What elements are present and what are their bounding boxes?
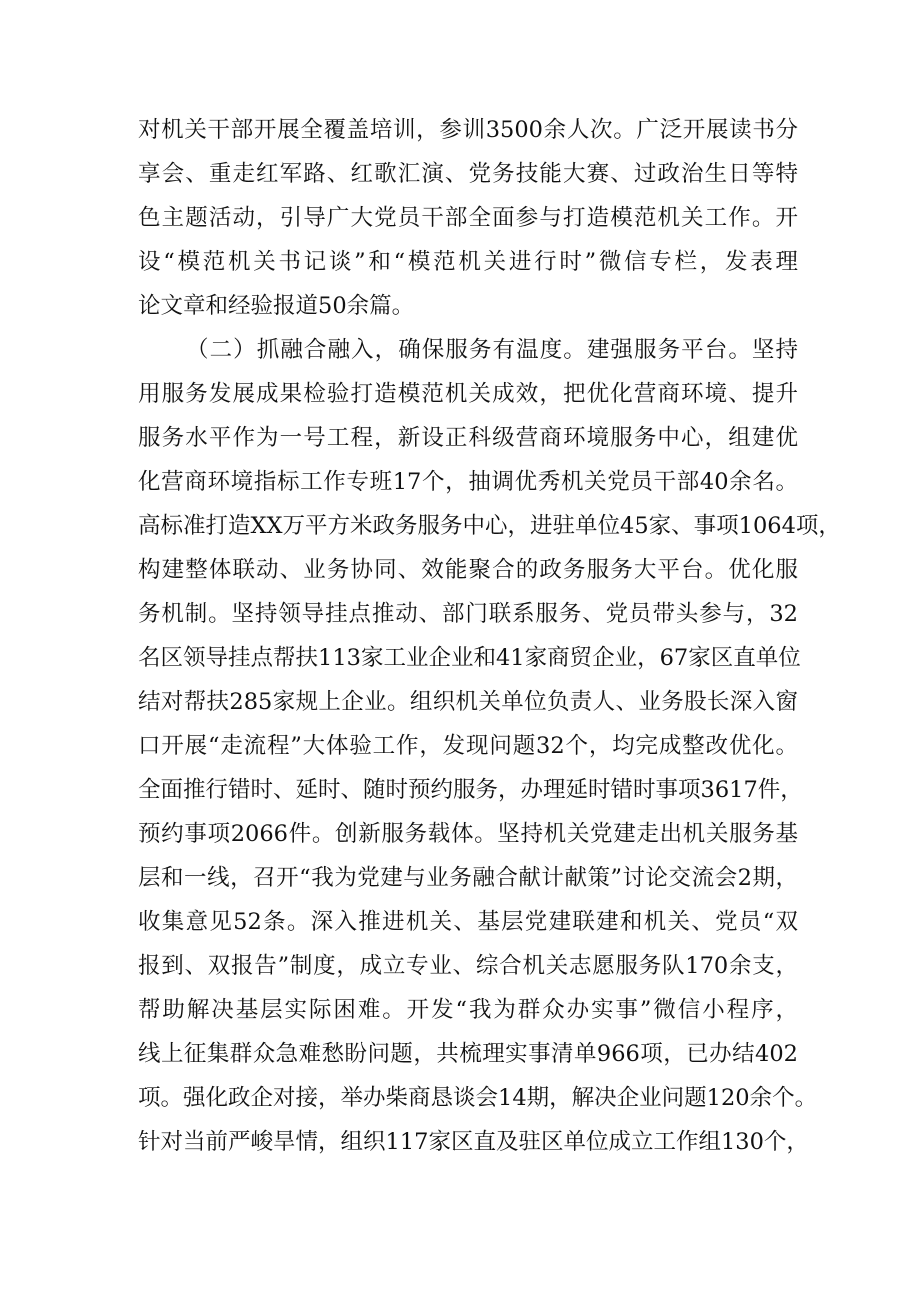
text-line: 构建整体联动、业务协同、效能聚合的政务服务大平台。优化服 bbox=[138, 557, 798, 583]
section-heading-line: （二）抓融合融入，确保服务有温度。建强服务平台。坚持 bbox=[186, 337, 798, 363]
text-line: 口开展“走流程”大体验工作，发现问题32个，均完成整改优化。 bbox=[138, 733, 798, 759]
text-line: 论文章和经验报道50余篇。 bbox=[138, 293, 415, 319]
text-line: 用服务发展成果检验打造模范机关成效，把优化营商环境、提升 bbox=[138, 381, 798, 407]
text-line: 针对当前严峻旱情，组织117家区直及驻区单位成立工作组130个， bbox=[138, 1129, 809, 1155]
text-line: 收集意见52条。深入推进机关、基层党建联建和机关、党员“双 bbox=[138, 909, 798, 935]
text-line: 对机关干部开展全覆盖培训，参训3500余人次。广泛开展读书分 bbox=[138, 117, 798, 143]
text-line: 层和一线，召开“我为党建与业务融合献计献策”讨论交流会2期， bbox=[138, 865, 798, 891]
text-line: 报到、双报告”制度，成立专业、综合机关志愿服务队170余支， bbox=[138, 953, 798, 979]
text-line: 色主题活动，引导广大党员干部全面参与打造模范机关工作。开 bbox=[138, 205, 798, 231]
text-line: 名区领导挂点帮扶113家工业企业和41家商贸企业，67家区直单位 bbox=[138, 645, 801, 671]
text-line: 享会、重走红军路、红歌汇演、党务技能大赛、过政治生日等特 bbox=[138, 161, 798, 187]
text-line: 服务水平作为一号工程，新设正科级营商环境服务中心，组建优 bbox=[138, 425, 798, 451]
text-line: 设“模范机关书记谈”和“模范机关进行时”微信专栏，发表理 bbox=[138, 249, 798, 275]
text-line: 线上征集群众急难愁盼问题，共梳理实事清单966项，已办结402 bbox=[138, 1041, 798, 1067]
text-line: 务机制。坚持领导挂点推动、部门联系服务、党员带头参与，32 bbox=[138, 601, 798, 627]
text-line: 全面推行错时、延时、随时预约服务，办理延时错时事项3617件， bbox=[138, 777, 803, 803]
text-line: 项。强化政企对接，举办柴商恳谈会14期，解决企业问题120余个。 bbox=[138, 1085, 818, 1111]
text-line: 高标准打造XX万平方米政务服务中心，进驻单位45家、事项1064项， bbox=[138, 513, 841, 539]
text-line: 帮助解决基层实际困难。开发“我为群众办实事”微信小程序， bbox=[138, 997, 798, 1023]
text-line: 化营商环境指标工作专班17个，抽调优秀机关党员干部40余名。 bbox=[138, 469, 798, 495]
text-line: 结对帮扶285家规上企业。组织机关单位负责人、业务股长深入窗 bbox=[138, 689, 798, 715]
text-line: 预约事项2066件。创新服务载体。坚持机关党建走出机关服务基 bbox=[138, 821, 798, 847]
